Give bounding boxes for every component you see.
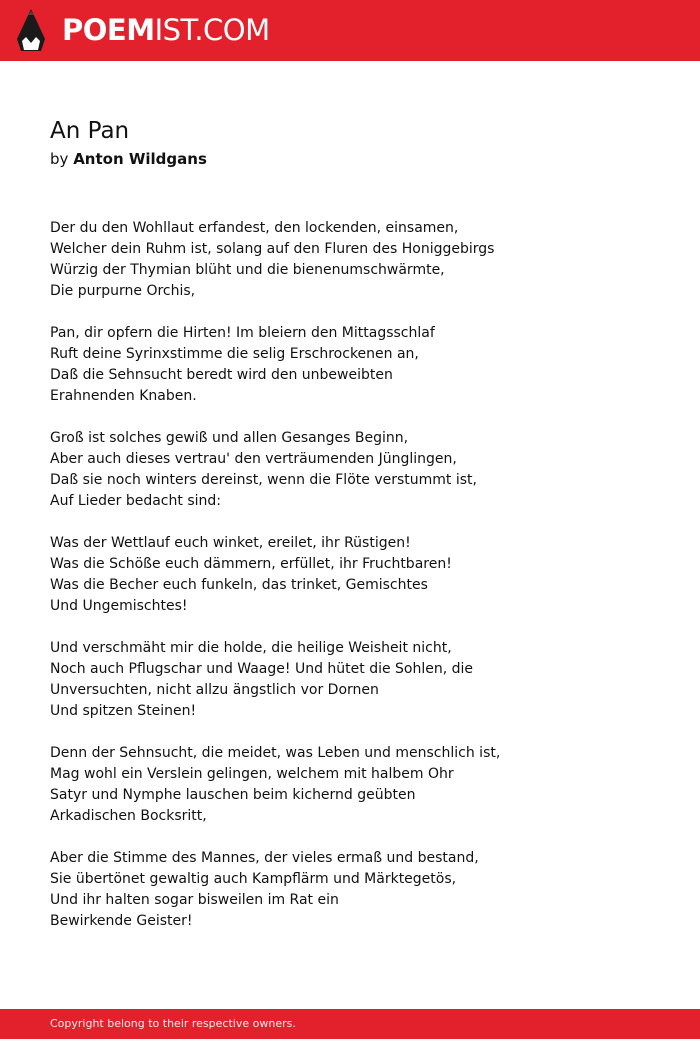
poem-line: Aber auch dieses vertrau' den verträumenden Jünglingen,	[50, 451, 457, 467]
poem-line: Die purpurne Orchis,	[50, 283, 196, 299]
logo-bold-text: POEM	[62, 13, 155, 47]
poem-stanza	[50, 638, 650, 722]
site-header	[0, 0, 700, 61]
poem-stanza	[50, 743, 650, 827]
copyright-text: Copyright belong to their respective owners.	[50, 1017, 296, 1030]
poem-line: Groß ist solches gewiß und allen Gesanges Beginn,	[50, 430, 409, 446]
poem-line: Und verschmäht mir die holde, die heilige Weisheit nicht,	[50, 640, 452, 656]
poem-line: Erahnenden Knaben.	[50, 388, 197, 404]
poem-line: Sie übertönet gewaltig auch Kampflärm und Märktegetös,	[50, 871, 457, 887]
site-footer	[0, 1009, 700, 1039]
poem-line: Auf Lieder bedacht sind:	[50, 493, 221, 509]
poem-line: Aber die Stimme des Mannes, der vieles ermaß und bestand,	[50, 850, 479, 866]
poem-line: Arkadischen Bocksritt,	[50, 808, 207, 824]
poem-byline	[50, 149, 207, 169]
byline-label: by	[50, 150, 69, 168]
poem-stanza	[50, 218, 650, 302]
poem-line: Noch auch Pflugschar und Waage! Und hütet die Sohlen, die	[50, 661, 474, 677]
poem-stanza	[50, 323, 650, 407]
poem-title: An Pan	[50, 118, 130, 144]
poem-stanza	[50, 428, 650, 512]
logo-light-text: IST.COM	[154, 13, 270, 47]
poem-line: Unversuchten, nicht allzu ängstlich vor Dornen	[50, 682, 379, 698]
poem-line: Und ihr halten sogar bisweilen im Rat ein	[50, 892, 339, 908]
poem-line: Mag wohl ein Verslein gelingen, welchem mit halbem Ohr	[50, 766, 454, 782]
poem-line: Was die Schöße euch dämmern, erfüllet, ihr Fruchtbaren!	[50, 556, 452, 572]
poem-line: Bewirkende Geister!	[50, 913, 193, 929]
poem-line: Würzig der Thymian blüht und die bienenumschwärmte,	[50, 262, 445, 278]
poem-line: Was die Becher euch funkeln, das trinket, Gemischtes	[50, 577, 428, 593]
poem-stanza	[50, 533, 650, 617]
pencil-logo-icon[interactable]	[17, 9, 45, 51]
poem-author: Anton Wildgans	[73, 150, 207, 168]
poem-line: Daß die Sehnsucht beredt wird den unbeweibten	[50, 367, 393, 383]
site-logo-text[interactable]	[62, 12, 270, 48]
poem-line: Welcher dein Ruhm ist, solang auf den Fluren des Honiggebirgs	[50, 241, 495, 257]
poem-line: Was der Wettlauf euch winket, ereilet, ihr Rüstigen!	[50, 535, 411, 551]
poem-line: Und spitzen Steinen!	[50, 703, 197, 719]
poem-stanza	[50, 848, 650, 932]
poem-line: Und Ungemischtes!	[50, 598, 188, 614]
poem-body	[50, 218, 650, 953]
poem-line: Satyr und Nymphe lauschen beim kichernd geübten	[50, 787, 416, 803]
poem-line: Ruft deine Syrinxstimme die selig Erschrockenen an,	[50, 346, 419, 362]
poem-line: Denn der Sehnsucht, die meidet, was Leben und menschlich ist,	[50, 745, 501, 761]
poem-line: Der du den Wohllaut erfandest, den lockenden, einsamen,	[50, 220, 459, 236]
poem-line: Daß sie noch winters dereinst, wenn die Flöte verstummt ist,	[50, 472, 477, 488]
poem-line: Pan, dir opfern die Hirten! Im bleiern den Mittagsschlaf	[50, 325, 435, 341]
